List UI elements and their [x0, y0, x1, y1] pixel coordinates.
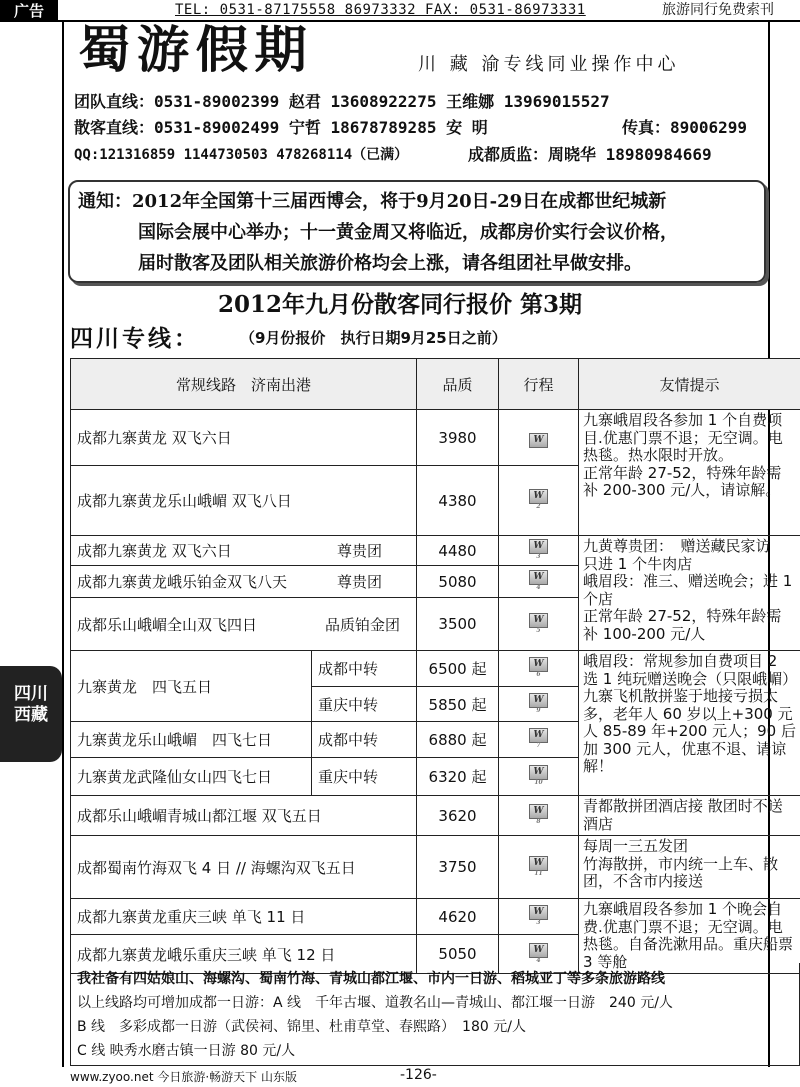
word-doc-icon[interactable]: W 4 [529, 943, 548, 958]
route-name: 成都乐山峨嵋全山双飞四日 [77, 615, 258, 634]
route-tag: 尊贵团 [337, 573, 383, 591]
site-footer: www.zyoo.net 今日旅游·畅游天下 山东版 [70, 1070, 297, 1084]
quality-supervisor: 成都质监：周晓华 18980984669 [468, 145, 712, 164]
route-price: 4480 [417, 536, 499, 566]
brand-title: 蜀游假期 [78, 20, 314, 79]
route-transfer: 重庆中转 [312, 687, 417, 722]
route-name: 成都九寨黄龙峨乐铂金双飞八天 [77, 573, 288, 591]
section-title: 四川专线： [70, 326, 200, 352]
brand-subtitle: 川 藏 渝专线同业操作中心 [418, 54, 680, 75]
top-right-text: 旅游同行免费索刊 [662, 2, 774, 18]
tips-cell: 九寨峨眉段各参加 1 个晚会自费.优惠门票不退；无空调。电热毯。自备洗漱用品。重庆船票 3 等舱 [579, 899, 800, 974]
table-row [71, 536, 800, 566]
word-doc-icon[interactable]: W 5 [529, 613, 548, 628]
word-doc-icon[interactable]: W 10 [529, 765, 548, 780]
top-contact: TEL: 0531-87175558 86973332 FAX: 0531-86973331 [175, 2, 586, 18]
header-route: 常规线路 济南出港 [71, 359, 417, 410]
footer-line-2: 以上线路均可增加成都一日游：A 线 千年古堰、道教名山—青城山、都江堰一日游 240 元/人 [77, 995, 673, 1011]
team-hotline: 团队直线：0531-89002399 赵君 13608922275 王维娜 13969015527 [74, 92, 610, 111]
qq-numbers: QQ:121316859 1144730503 478268114（已满） [74, 147, 409, 163]
route-name: 九寨黄龙乐山峨嵋 四飞七日 [71, 722, 312, 758]
route-price: 6320 起 [417, 758, 499, 796]
notice-line-3: 届时散客及团队相关旅游价格均会上涨，请各组团社早做安排。 [138, 253, 642, 274]
ad-label: 广告 [0, 0, 58, 22]
table-row [71, 899, 800, 935]
route-tag: 尊贵团 [337, 542, 383, 560]
route-price: 3620 [417, 796, 499, 836]
header-itinerary: 行程 [499, 359, 579, 410]
fax-number: 传真：89006299 [622, 118, 748, 137]
side-tab-line-2: 西藏 [14, 705, 48, 725]
table-row [71, 836, 800, 899]
footer-notes [70, 963, 800, 1066]
route-price: 3750 [417, 836, 499, 899]
route-tag: 品质铂金团 [325, 615, 401, 634]
route-name: 成都九寨黄龙 双飞六日 [71, 410, 417, 466]
quote-title: 2012年九月份散客同行报价 第3期 [217, 291, 583, 318]
tips-cell: 九寨峨眉段各参加 1 个自费项目.优惠门票不退；无空调。电热毯。热水限时开放。 正常年龄 27-52，特殊年龄需补 200-300 元/人，请谅解。 [579, 410, 800, 536]
word-doc-icon[interactable]: W 9 [529, 693, 548, 708]
route-name: 成都九寨黄龙 双飞六日 [77, 542, 232, 560]
route-name: 成都九寨黄龙乐山峨嵋 双飞八日 [71, 466, 417, 536]
footer-line-3: B 线 多彩成都一日游（武侯祠、锦里、杜甫草堂、春熙路） 180 元/人 [77, 1019, 526, 1035]
side-tab-line-1: 四川 [14, 684, 48, 704]
word-doc-icon[interactable]: W 11 [529, 856, 548, 871]
section-subtitle: （9月份报价 执行日期9月25日之前） [240, 329, 507, 347]
word-doc-icon[interactable]: W 7 [529, 728, 548, 743]
word-doc-icon[interactable]: W 2 [529, 489, 548, 504]
individual-hotline: 散客直线：0531-89002499 宁哲 18678789285 安 明 [74, 118, 488, 137]
route-price: 4380 [417, 466, 499, 536]
route-transfer: 成都中转 [312, 722, 417, 758]
route-name: 九寨黄龙武隆仙女山四飞七日 [71, 758, 312, 796]
route-transfer: 重庆中转 [312, 758, 417, 796]
table-row [71, 651, 800, 687]
word-doc-icon[interactable]: W 4 [529, 570, 548, 585]
word-doc-icon[interactable]: W 3 [529, 539, 548, 554]
page-number: -126- [400, 1067, 437, 1083]
tips-cell: 每周一三五发团 竹海散拼，市内统一上车、散团，不含市内接送 [579, 836, 800, 899]
tips-cell: 九黄尊贵团： 赠送藏民家访 只进 1 个牛肉店 峨眉段：准三、赠送晚会；进 1 个店 正常年龄 27-52，特殊年龄需补 100-200 元/人 [579, 536, 800, 651]
route-price: 3980 [417, 410, 499, 466]
route-price: 4620 [417, 899, 499, 935]
footer-line-4: C 线 映秀水磨古镇一日游 80 元/人 [77, 1043, 296, 1059]
footer-line-1: 我社备有四姑娘山、海螺沟、蜀南竹海、青城山都江堰、市内一日游、稻城亚丁等多条旅游路线 [77, 971, 665, 987]
price-table [70, 358, 800, 974]
route-transfer: 成都中转 [312, 651, 417, 687]
notice-box [68, 180, 766, 283]
word-doc-icon[interactable]: W 8 [529, 804, 548, 819]
route-price: 6500 起 [417, 651, 499, 687]
table-row [71, 410, 800, 466]
route-price: 5850 起 [417, 687, 499, 722]
route-name: 九寨黄龙 四飞五日 [71, 651, 312, 722]
route-price: 5050 [417, 935, 499, 974]
route-price: 5080 [417, 566, 499, 598]
word-doc-icon[interactable]: W 3 [529, 905, 548, 920]
word-doc-icon[interactable]: W 6 [529, 657, 548, 672]
route-name: 成都蜀南竹海双飞 4 日 // 海螺沟双飞五日 [71, 836, 417, 899]
header-quality: 品质 [417, 359, 499, 410]
route-price: 6880 起 [417, 722, 499, 758]
tips-cell: 峨眉段：常规参加自费项目 2 选 1 纯玩赠送晚会（只限峨嵋） 九寨飞机散拼鉴于地接亏损太多，老年人 60 岁以上+300 元人 85-89 年+200 元人；90 后加 300 元人，优惠不退、请谅解！ [579, 651, 800, 796]
route-name: 成都九寨黄龙重庆三峡 单飞 11 日 [71, 899, 417, 935]
tips-cell: 青都散拼团酒店接 散团时不送酒店 [579, 796, 800, 836]
notice-lead: 通知： [78, 191, 132, 212]
notice-line-2: 国际会展中心举办；十一黄金周又将临近，成都房价实行会议价格， [138, 222, 678, 243]
table-row [71, 796, 800, 836]
route-name: 成都九寨黄龙峨乐重庆三峡 单飞 12 日 [71, 935, 417, 974]
header-tips: 友情提示 [579, 359, 800, 410]
side-tab [0, 666, 62, 762]
route-price: 3500 [417, 598, 499, 651]
word-doc-icon[interactable]: W [529, 433, 548, 448]
notice-line-1: 2012年全国第十三届西博会，将于9月20日-29日在成都世纪城新 [132, 191, 667, 212]
route-name: 成都乐山峨嵋青城山都江堰 双飞五日 [71, 796, 417, 836]
